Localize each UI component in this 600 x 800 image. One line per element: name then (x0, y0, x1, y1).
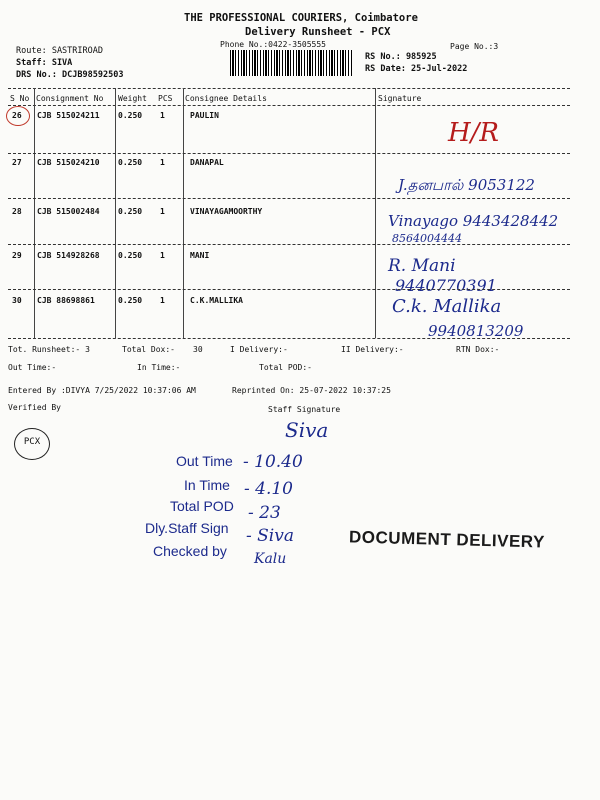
cell-pcs: 1 (160, 111, 165, 120)
hw-out-time-label: Out Time (176, 453, 233, 469)
hw-out-time-value: - 10.40 (243, 452, 303, 472)
cell-consignment: CJB 514928268 (37, 251, 100, 260)
col-header-signature: Signature (378, 94, 422, 103)
cell-sno: 27 (12, 158, 22, 167)
rs-number: RS No.: 985925 (365, 52, 437, 62)
circle-mark (6, 106, 30, 126)
cell-sno: 29 (12, 251, 22, 260)
hw-total-pod-label: Total POD (170, 498, 234, 514)
table-bottom-rule (8, 338, 570, 339)
row-rule (8, 198, 570, 199)
staff-signature-label: Staff Signature (268, 405, 341, 414)
cell-consignment: CJB 515024211 (37, 111, 100, 120)
col-header-weight: Weight (118, 94, 147, 103)
cell-signature: R. Mani (388, 256, 456, 276)
total-dox-label: Total Dox:- (122, 345, 175, 354)
total-runsheet: Tot. Runsheet:- 3 (8, 345, 90, 354)
cell-pcs: 1 (160, 251, 165, 260)
row-rule (8, 289, 570, 290)
cell-signature-phone: 9440770391 (395, 276, 497, 295)
document-delivery-stamp: DOCUMENT DELIVERY (348, 527, 546, 552)
cell-signature: J.தனபால் 9053122 (398, 176, 535, 194)
row-rule (8, 244, 570, 245)
cell-sno: 26 (12, 111, 22, 120)
cell-consignee: DANAPAL (190, 158, 224, 167)
hw-checked-by-value: Kalu (254, 551, 287, 567)
cell-weight: 0.250 (118, 251, 143, 260)
col-divider (375, 88, 376, 338)
cell-pcs: 1 (160, 296, 165, 305)
header-bottom-rule (8, 105, 570, 106)
cell-consignment: CJB 88698861 (37, 296, 95, 305)
page-number: Page No.:3 (450, 42, 499, 51)
pcx-stamp (14, 428, 50, 460)
i-delivery: I Delivery:- (230, 345, 288, 354)
cell-consignee: MANI (190, 251, 210, 260)
cell-consignee: VINAYAGAMOORTHY (190, 207, 263, 216)
cell-signature-phone: 9940813209 (428, 322, 524, 340)
cell-consignee: PAULIN (190, 111, 219, 120)
cell-consignment: CJB 515002484 (37, 207, 100, 216)
cell-signature: C.k. Mallika (392, 296, 502, 317)
row-rule (8, 153, 570, 154)
out-time-label: Out Time:- (8, 363, 57, 372)
cell-signature: Vinayago 9443428442 (388, 212, 559, 230)
table-top-rule (8, 88, 570, 89)
cell-pcs: 1 (160, 158, 165, 167)
cell-signature: H/R (448, 118, 500, 148)
hw-in-time-label: In Time (184, 477, 230, 493)
verified-by-label: Verified By (8, 403, 61, 412)
rtn-dox: RTN Dox:- (456, 345, 500, 354)
cell-sno: 28 (12, 207, 22, 216)
in-time-label: In Time:- (137, 363, 181, 372)
col-divider (115, 88, 116, 338)
cell-weight: 0.250 (118, 158, 143, 167)
cell-weight: 0.250 (118, 296, 143, 305)
cell-consignee: C.K.MALLIKA (190, 296, 243, 305)
staff: Staff: SIVA (16, 58, 73, 68)
cell-sno: 30 (12, 296, 22, 305)
route: Route: SASTRIROAD (16, 46, 103, 56)
hw-total-pod-value: - 23 (248, 503, 281, 523)
col-divider (183, 88, 184, 338)
hw-staff-sign-value: - Siva (246, 526, 294, 546)
staff-signature: Siva (285, 418, 329, 442)
col-divider (34, 88, 35, 338)
phone-number: Phone No.:0422-3505555 (220, 40, 326, 49)
cell-weight: 0.250 (118, 111, 143, 120)
cell-consignment: CJB 515024210 (37, 158, 100, 167)
company-title: THE PROFESSIONAL COURIERS, Coimbatore (184, 12, 418, 24)
cell-weight: 0.250 (118, 207, 143, 216)
reprinted-on: Reprinted On: 25-07-2022 10:37:25 (232, 386, 391, 395)
col-header-pcs: PCS (158, 94, 173, 103)
col-header-consignee: Consignee Details (185, 94, 267, 103)
runsheet-subtitle: Delivery Runsheet - PCX (245, 26, 391, 38)
hw-checked-by-label: Checked by (153, 543, 227, 559)
col-header-consignment: Consignment No (36, 94, 104, 103)
total-pod-label: Total POD:- (259, 363, 312, 372)
total-dox-value: 30 (193, 345, 203, 354)
hw-in-time-value: - 4.10 (244, 479, 293, 499)
entered-by: Entered By :DIVYA 7/25/2022 10:37:06 AM (8, 386, 196, 395)
stamp-text: PCX (23, 437, 41, 447)
col-header-sno: S No (10, 94, 30, 103)
cell-pcs: 1 (160, 207, 165, 216)
cell-signature-phone: 8564004444 (392, 232, 462, 245)
ii-delivery: II Delivery:- (341, 345, 404, 354)
rs-date: RS Date: 25-Jul-2022 (365, 64, 468, 74)
hw-staff-sign-label: Dly.Staff Sign (145, 520, 229, 536)
drs-number: DRS No.: DCJB98592503 (16, 70, 124, 80)
barcode (230, 50, 352, 76)
